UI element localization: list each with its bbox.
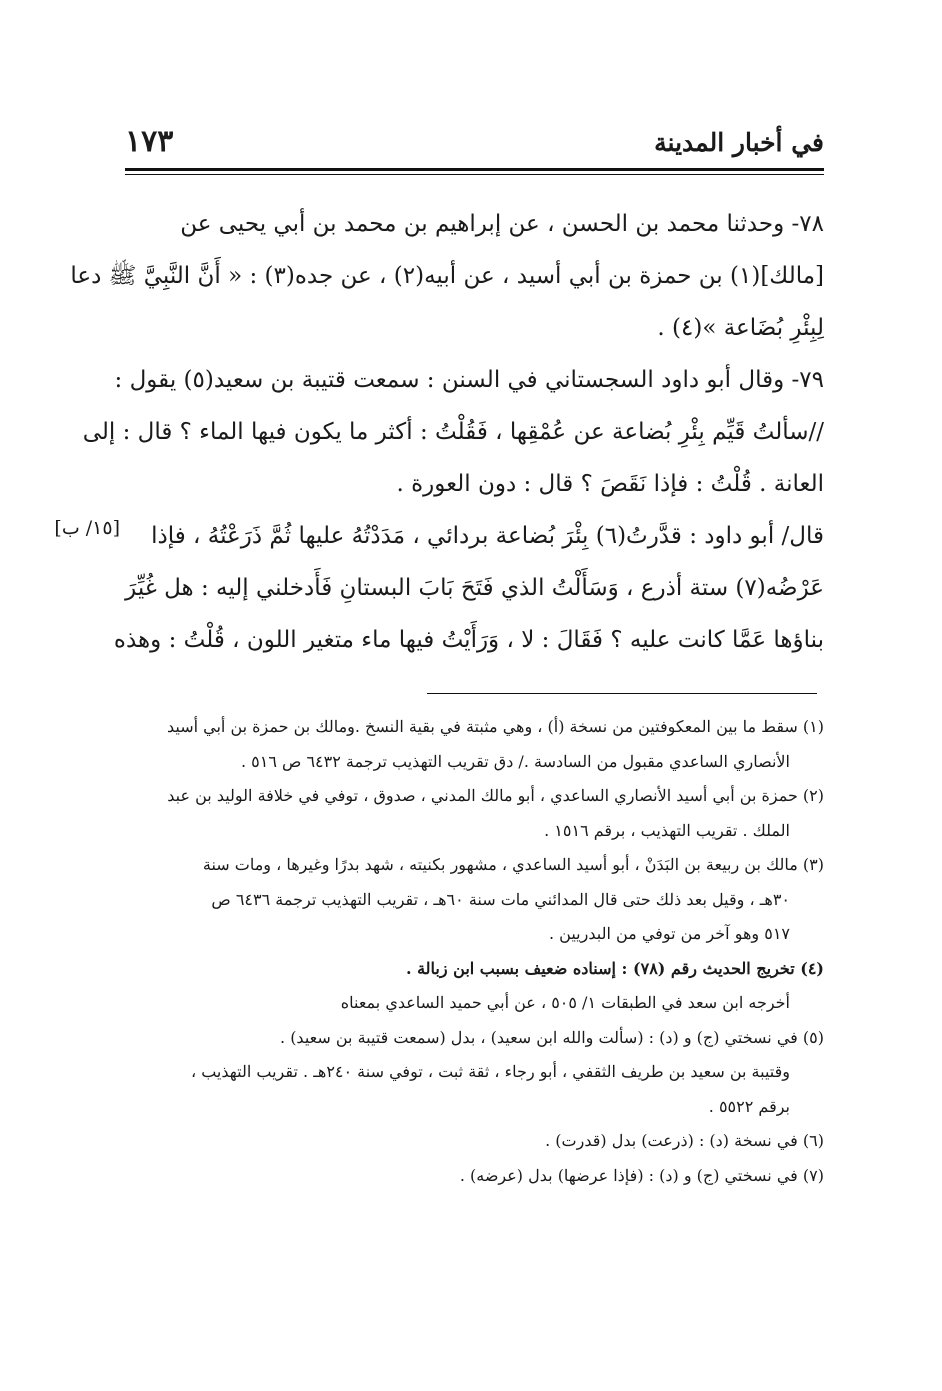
text-line: ٧٨- وحدثنا محمد بن الحسن ، عن إبراهيم بن محمد بن أبي يحيى عن (180, 211, 824, 237)
header-rule (125, 168, 824, 171)
text-line: لِبِئْرِ بُضَاعة »(٤) . (657, 315, 824, 341)
page-number: ١٧٣ (125, 124, 174, 159)
text-line: بناؤها عَمَّا كانت عليه ؟ فَقَالَ : لا ، وَرَأَيْتُ فيها ماء متغير اللون ، قُلْتُ : وهذه (113, 627, 824, 653)
text-line: عَرْضُه(٧) ستة أذرع ، وَسَأَلْتُ الذي فَتَحَ بَابَ البستانِ فَأَدخلني إليه : هل غُيِّرَ (125, 575, 824, 601)
footnote-line: (٥) في نسختي (ج) و (د) : (سألت والله ابن سعيد) ، بدل (سمعت قتيبة بن سعيد) . (280, 1027, 824, 1047)
footnote-line: (١) سقط ما بين المعكوفتين من نسخة (أ) ، وهي مثبتة في بقية النسخ .ومالك بن حمزة بن أبي أسيد (166, 717, 824, 736)
footnote-line: (٧) في نسختي (ج) و (د) : (فإذا عرضها) بدل (عرضه) . (459, 1165, 824, 1185)
footnote-line: برقم ٥٥٢٢ . (708, 1096, 790, 1116)
text-line: [مالك](١) بن حمزة بن أبي أسيد ، عن أبيه(٢) ، عن جده(٣) : « أَنَّ النَّبِيَّ ﷺ دعا (70, 263, 824, 289)
manuscript-folio-note: [١٥/ ب] (54, 517, 120, 539)
page-header (125, 124, 824, 168)
footnote-line: (٤) تخريج الحديث رقم (٧٨) : إسناده ضعيف بسبب ابن زبالة . (405, 958, 824, 978)
footnote-separator (427, 693, 817, 694)
footnote-line: (٦) في نسخة (د) : (ذرعت) بدل (قدرت) . (545, 1131, 824, 1150)
text-line: العانة . قُلْتُ : فإذا نَقَصَ ؟ قال : دون العورة . (396, 471, 824, 497)
running-title: في أخبار المدينة (654, 128, 824, 157)
text-line: قال/ أبو داود : قدَّرتُ(٦) بِئْرَ بُضاعة بردائي ، مَدَدْتُهُ عليها ثُمَّ ذَرَعْتُهُ ، فإذا (151, 523, 824, 549)
footnote-line: ٥١٧ وهو آخر من توفي من البدريين . (549, 924, 790, 943)
footnote-line: أخرجه ابن سعد في الطبقات ١/ ٥٠٥ ، عن أبي حميد الساعدي بمعناه (340, 993, 790, 1012)
footnotes (124, 710, 824, 1193)
header-rule-thin (125, 174, 824, 175)
footnote-line: (٣) مالك بن ربيعة بن البَدَنْ ، أبو أسيد الساعدي ، مشهور بكنيته ، شهد بدرًا وغيرها ، ومات سنة (202, 855, 824, 874)
footnote-line: الملك . تقريب التهذيب ، برقم ١٥١٦ . (544, 820, 790, 840)
footnote-line: وقتيبة بن سعيد بن طريف الثقفي ، أبو رجاء ، ثقة ثبت ، توفي سنة ٢٤٠هـ . تقريب التهذيب ، (190, 1062, 790, 1081)
text-line: ٧٩- وقال أبو داود السجستاني في السنن : سمعت قتيبة بن سعيد(٥) يقول : (114, 367, 824, 393)
text-line: //سألتُ قَيِّم بِئْرِ بُضاعة عن عُمْقِها ، فَقُلْتُ : أكثر ما يكون فيها الماء ؟ قال : إلى (82, 419, 824, 445)
footnote-line: الأنصاري الساعدي مقبول من السادسة ./ دق تقريب التهذيب ترجمة ٦٤٣٢ ص ٥١٦ . (240, 751, 790, 771)
footnote-line: (٢) حمزة بن أبي أسيد الأنصاري الساعدي ، أبو مالك المدني ، صدوق ، توفي في خلافة الوليد بن عبد (167, 786, 824, 805)
footnote-line: ٣٠هـ ، وقيل بعد ذلك حتى قال المدائني مات سنة ٦٠هـ ، تقريب التهذيب ترجمة ٦٤٣٦ ص (211, 889, 790, 909)
